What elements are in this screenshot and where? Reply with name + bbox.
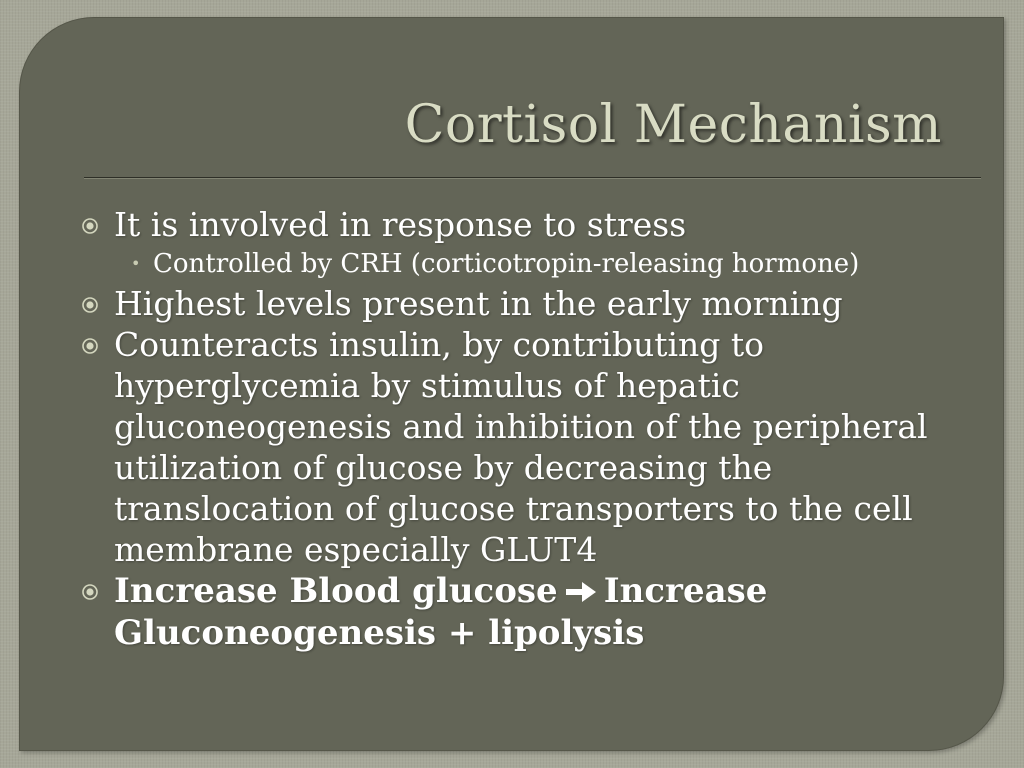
circled-dot-icon (81, 337, 99, 355)
bullet-item (81, 570, 981, 654)
title-divider (84, 177, 981, 178)
bullet-text-bold-before: Increase Blood glucose (114, 571, 558, 611)
bullet-text: It is involved in response to stress (114, 205, 687, 244)
circled-dot-icon (81, 583, 99, 601)
sub-bullet-item (81, 248, 981, 280)
sub-bullet-marker: • (131, 254, 141, 273)
bullet-item (81, 204, 981, 245)
bullet-text-bold-after: Increase Gluconeogenesis + lipolysis (114, 571, 768, 653)
bullet-text: Counteracts insulin, by contributing to hyperglycemia by stimulus of hepatic gluconeogenesis and inhibition of the peripheral utilization of glucose by decreasing the translocation of glucose transporters to the cell membrane especially GLUT4 (114, 325, 928, 569)
sub-bullet-text: Controlled by CRH (corticotropin-releasing hormone) (153, 249, 860, 279)
bullet-item (81, 283, 981, 324)
right-arrow-icon (564, 579, 598, 605)
slide-body (81, 204, 981, 654)
bullet-item (81, 324, 981, 570)
slide-panel (19, 17, 1004, 751)
circled-dot-icon (81, 217, 99, 235)
circled-dot-icon (81, 296, 99, 314)
slide-title: Cortisol Mechanism (404, 95, 942, 155)
bullet-text: Highest levels present in the early morning (114, 284, 843, 323)
